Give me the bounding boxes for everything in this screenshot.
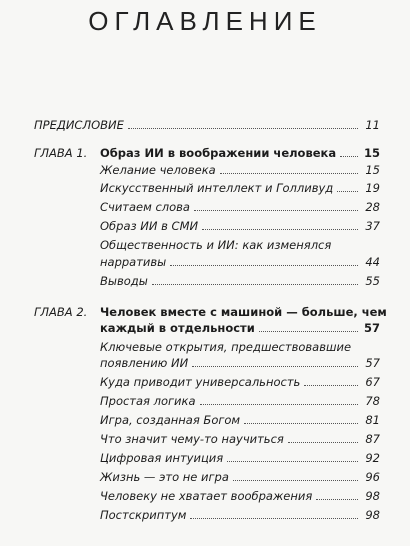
section-page: 98: [365, 489, 380, 503]
section-title: Жизнь — это не игра: [100, 470, 229, 484]
section-page: 78: [365, 394, 380, 408]
toc-entry-chapter-1[interactable]: [100, 146, 380, 160]
section-page: 98: [365, 508, 380, 522]
chapter-2-page: 57: [363, 321, 380, 335]
section-title: Куда приводит универсальность: [100, 375, 301, 389]
section-title: Считаем слова: [100, 200, 190, 214]
leader-dots: [227, 461, 358, 462]
leader-dots: [316, 499, 358, 500]
section-page: 96: [365, 470, 380, 484]
section-title: Постскриптум: [100, 508, 187, 522]
toc-entry-1-1[interactable]: [100, 163, 380, 177]
leader-dots: [170, 265, 358, 266]
toc-entry-1-5[interactable]: [100, 255, 380, 269]
section-page: 19: [365, 181, 380, 195]
leader-dots: [233, 480, 358, 481]
section-page: 57: [365, 356, 380, 370]
page-title: ОГЛАВЛЕНИЕ: [88, 6, 322, 36]
preface-page: 11: [365, 118, 380, 132]
section-title: Простая логика: [100, 394, 196, 408]
section-page: 15: [365, 163, 380, 177]
section-title: Что значит чему-то научиться: [100, 432, 284, 446]
leader-dots: [128, 128, 358, 129]
section-title: Игра, созданная Богом: [100, 413, 241, 427]
toc-entry-2-7[interactable]: [100, 470, 380, 484]
leader-dots: [259, 331, 358, 332]
preface-label: ПРЕДИСЛОВИЕ: [34, 118, 124, 132]
leader-dots: [200, 404, 358, 405]
section-title: Желание человека: [100, 163, 216, 177]
leader-dots: [190, 518, 358, 519]
toc-entry-1-2[interactable]: [100, 181, 380, 195]
toc-entry-2-9[interactable]: [100, 508, 380, 522]
section-page: 44: [365, 255, 380, 269]
chapter-1-page: 15: [363, 146, 380, 160]
section-page: 92: [365, 451, 380, 465]
toc-entry-2-5[interactable]: [100, 432, 380, 446]
toc-entry-1-3[interactable]: [100, 200, 380, 214]
toc-entry-chapter-2[interactable]: [100, 321, 380, 335]
toc-entry-2-2[interactable]: [100, 375, 380, 389]
leader-dots: [337, 191, 358, 192]
toc-entry-2-1-line1[interactable]: Ключевые открытия, предшествовавшие: [100, 340, 352, 354]
chapter-1-label: ГЛАВА 1.: [34, 146, 88, 160]
chapter-1-title: Образ ИИ в воображении человека: [100, 146, 337, 160]
section-title: появлению ИИ: [100, 356, 189, 370]
chapter-2-title-line1[interactable]: Человек вместе с машиной — больше, чем: [100, 305, 387, 319]
leader-dots: [244, 423, 358, 424]
leader-dots: [288, 442, 358, 443]
toc-entry-2-8[interactable]: [100, 489, 380, 503]
section-page: 81: [365, 413, 380, 427]
toc-entry-preface[interactable]: [34, 118, 380, 132]
leader-dots: [192, 366, 358, 367]
toc-entry-1-4[interactable]: [100, 219, 380, 233]
toc-entry-2-3[interactable]: [100, 394, 380, 408]
leader-dots: [340, 156, 358, 157]
leader-dots: [220, 173, 358, 174]
section-title: Искусственный интеллект и Голливуд: [100, 181, 334, 195]
section-title: Выводы: [100, 274, 148, 288]
section-title: нарративы: [100, 255, 167, 269]
leader-dots: [202, 229, 358, 230]
section-title: Образ ИИ в СМИ: [100, 219, 199, 233]
toc-entry-2-1[interactable]: [100, 356, 380, 370]
section-title: Человеку не хватает воображения: [100, 489, 313, 503]
toc-entry-1-6[interactable]: [100, 274, 380, 288]
toc-entry-2-4[interactable]: [100, 413, 380, 427]
chapter-2-label: ГЛАВА 2.: [34, 305, 88, 319]
leader-dots: [152, 284, 358, 285]
chapter-2-title: каждый в отдельности: [100, 321, 255, 335]
leader-dots: [194, 210, 358, 211]
section-title: Цифровая интуиция: [100, 451, 224, 465]
section-page: 55: [365, 274, 380, 288]
toc-entry-1-5-line1[interactable]: Общественность и ИИ: как изменялся: [100, 238, 332, 252]
leader-dots: [304, 385, 358, 386]
section-page: 28: [365, 200, 380, 214]
toc-entry-2-6[interactable]: [100, 451, 380, 465]
section-page: 67: [365, 375, 380, 389]
section-page: 37: [365, 219, 380, 233]
section-page: 87: [365, 432, 380, 446]
